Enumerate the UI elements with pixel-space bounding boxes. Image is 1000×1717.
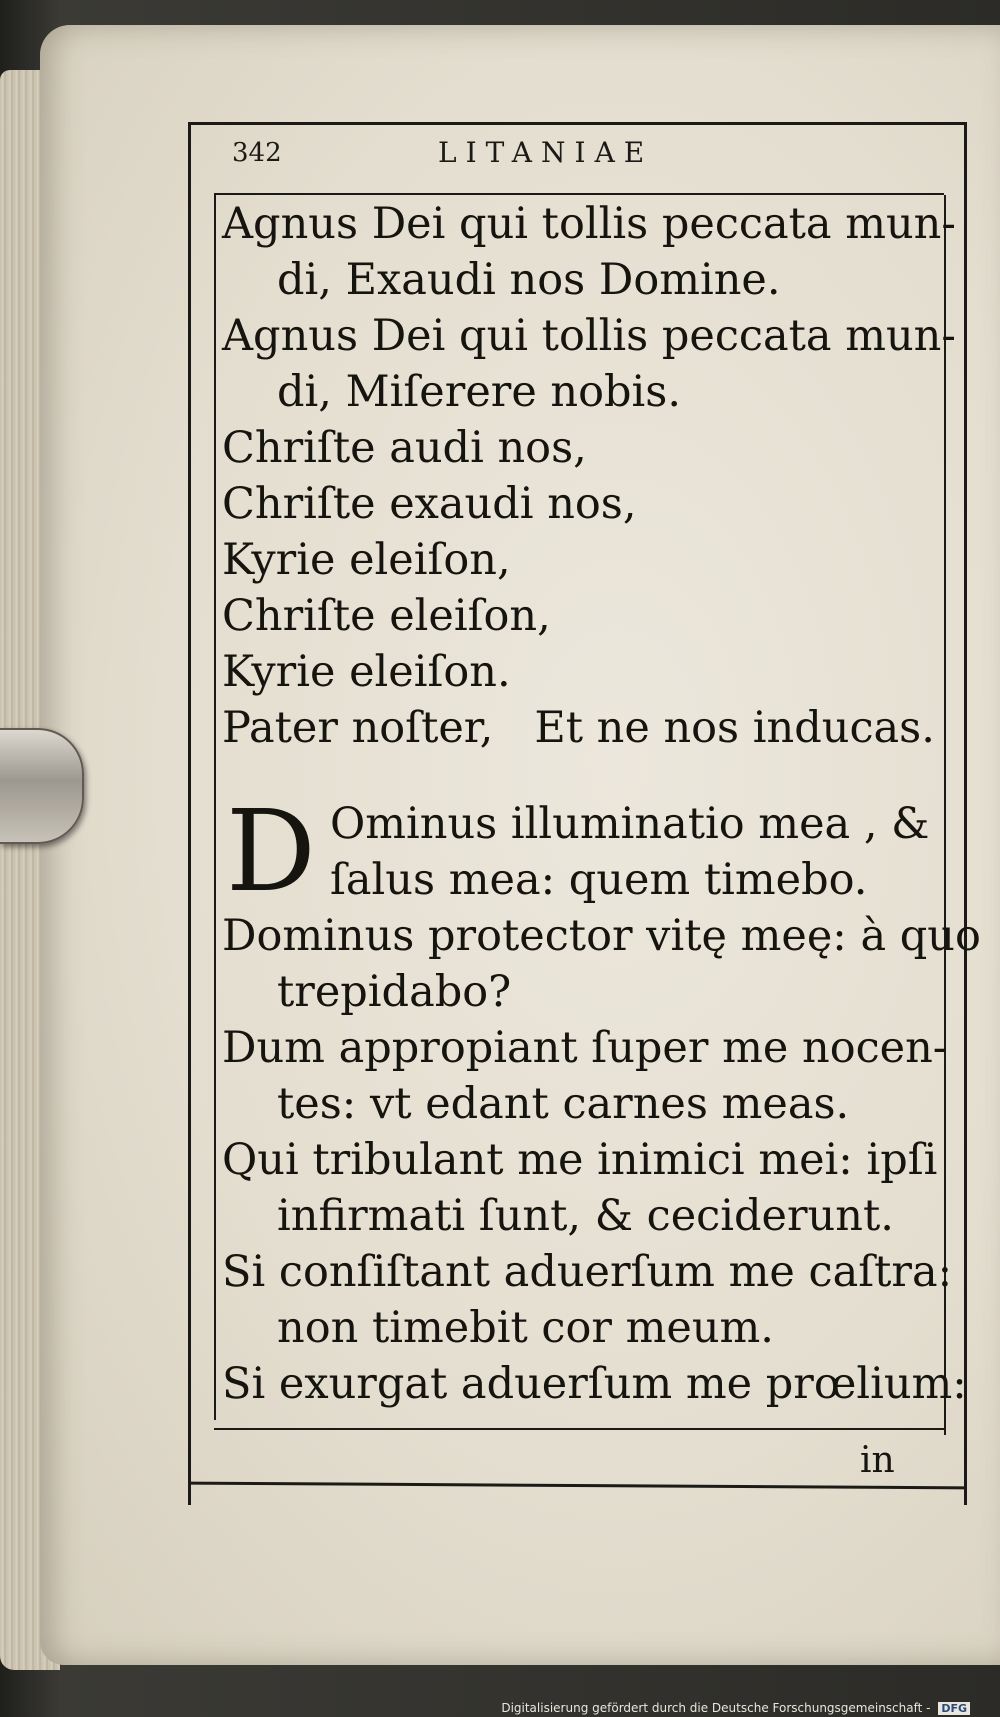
footer-rule <box>214 1428 946 1430</box>
text-line: Ominus illuminatio mea , & <box>330 799 930 849</box>
text-line: Chriſte audi nos, <box>222 423 587 473</box>
text-line: Agnus Dei qui tollis peccata mun- <box>222 199 956 249</box>
text-line: Dominus protector vitę meę: à quo <box>222 911 981 961</box>
text-line: Chriſte exaudi nos, <box>222 479 637 529</box>
text-line: di, Miſerere nobis. <box>277 367 682 417</box>
text-line: Kyrie eleiſon. <box>222 647 511 697</box>
catchword: in <box>860 1440 895 1481</box>
running-head: LITANIAE <box>438 136 654 169</box>
text-line: trepidabo? <box>277 967 512 1017</box>
text-line: Kyrie eleiſon, <box>222 535 511 585</box>
page-number: 342 <box>232 138 282 168</box>
header-rule <box>214 193 944 195</box>
metal-clasp <box>0 728 84 844</box>
main-text <box>222 196 981 1412</box>
text-line: infirmati ſunt, & ceciderunt. <box>277 1191 894 1241</box>
paragraph-gap <box>222 756 942 796</box>
text-line: Chriſte eleiſon, <box>222 591 551 641</box>
credit-text: Digitalisierung gefördert durch die Deutsche Forschungsgemeinschaft - <box>501 1701 931 1715</box>
text-line: non timebit cor meum. <box>277 1303 774 1353</box>
text-line: di, Exaudi nos Domine. <box>277 255 781 305</box>
inner-rule-left <box>214 195 216 1420</box>
psalm-opening <box>222 787 942 917</box>
text-line: ſalus mea: quem timebo. <box>330 855 868 905</box>
drop-capital: D <box>226 787 316 917</box>
text-line: Dum appropiant ſuper me nocen- <box>222 1023 948 1073</box>
text-line: Agnus Dei qui tollis peccata mun- <box>222 311 956 361</box>
text-line: Si exurgat aduerſum me prœlium: <box>222 1359 967 1409</box>
digitization-credit <box>501 1701 970 1715</box>
text-line: tes: vt edant carnes meas. <box>277 1079 850 1129</box>
dfg-logo: DFG <box>938 1702 970 1715</box>
text-line: Qui tribulant me inimici mei: ipſi <box>222 1135 938 1185</box>
text-line: Pater noſter, Et ne nos inducas. <box>222 703 935 753</box>
text-line: Si conſiſtant aduerſum me caſtra: <box>222 1247 953 1297</box>
